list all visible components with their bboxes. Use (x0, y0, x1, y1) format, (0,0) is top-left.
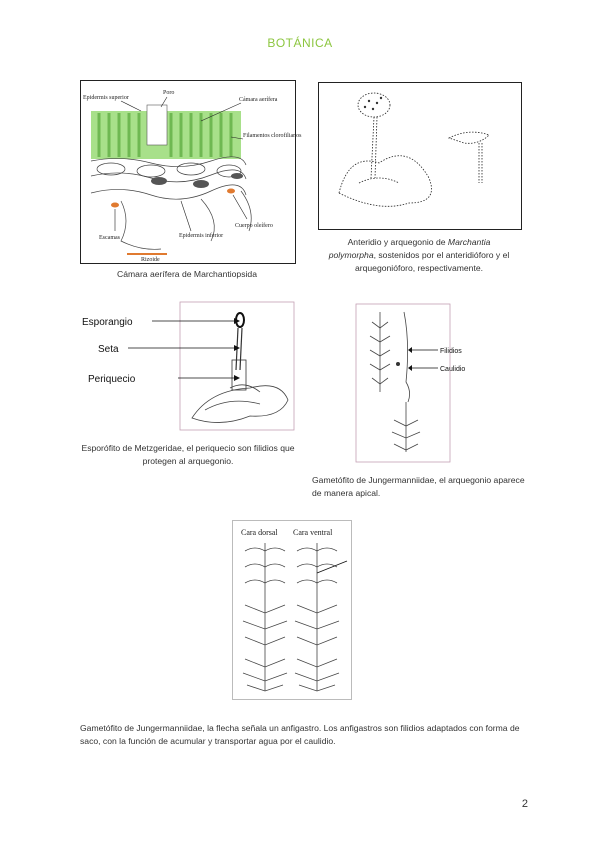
cara-dorsal-ventral-illustration (233, 521, 351, 699)
caption-marchantia-italic1: Marchantia (447, 237, 491, 247)
label-epidermis-inferior: Epidermis inferior (179, 233, 224, 239)
label-cara-ventral: Cara ventral (293, 528, 333, 537)
caption-marchantia (318, 236, 520, 275)
running-header: BOTÁNICA (267, 36, 333, 50)
figure-esporofito (80, 300, 296, 432)
figure-gametofito-apical (354, 302, 484, 464)
camara-aerifera-illustration (81, 81, 302, 263)
gametofito-apical-illustration (354, 302, 484, 464)
label-camara-aerifera: Cámara aerífera (239, 97, 278, 103)
figure-camara-aerifera (80, 80, 302, 264)
caption-marchantia-pre: Anteridio y arquegonio de (347, 237, 448, 247)
label-epidermis-superior: Epidermis superior (83, 95, 129, 101)
label-filamentos: Filamentos clorofilianos (243, 133, 302, 139)
page-number: 2 (521, 798, 528, 810)
caption-cara-dorsal-ventral: Gametófito de Jungermanniidae, la flecha señala un anfigastro. Los anfigastros son filidios adaptados con forma de saco, con la función de acumular y transportar agua por el caulidio. (80, 723, 520, 746)
label-periquecio: Periquecio (88, 374, 136, 385)
label-cara-dorsal: Cara dorsal (241, 528, 278, 537)
esporofito-illustration (80, 300, 296, 432)
label-esporangio: Esporangio (82, 317, 133, 328)
label-caulidio: Caulidio (440, 366, 466, 373)
caption-marchantia-italic2: polymorpha (328, 250, 374, 260)
caption-marchantia-post: , sostenidos por el anteridióforo y el arquegonióforo, respectivamente. (354, 250, 510, 273)
figure-marchantia (318, 82, 522, 230)
label-seta: Seta (98, 344, 119, 355)
label-rizoide: Rizoide (141, 257, 160, 263)
label-cuerpo-oleifero: Cuerpo oleífero (235, 223, 273, 229)
label-poro: Poro (163, 90, 175, 96)
marchantia-illustration (319, 83, 521, 229)
caption-camara-aerifera: Cámara aerífera de Marchantiopsida (117, 269, 257, 279)
label-filidios: Filidios (440, 348, 462, 355)
label-escamas: Escamas (99, 235, 120, 241)
caption-gametofito-apical: Gametófito de Jungermanniidae, el arquegonio aparece de manera apical. (312, 475, 525, 498)
figure-cara-dorsal-ventral (232, 520, 352, 700)
caption-esporofito: Esporófito de Metzgeridae, el periquecio son filidios que protegen al arquegonio. (81, 443, 295, 466)
